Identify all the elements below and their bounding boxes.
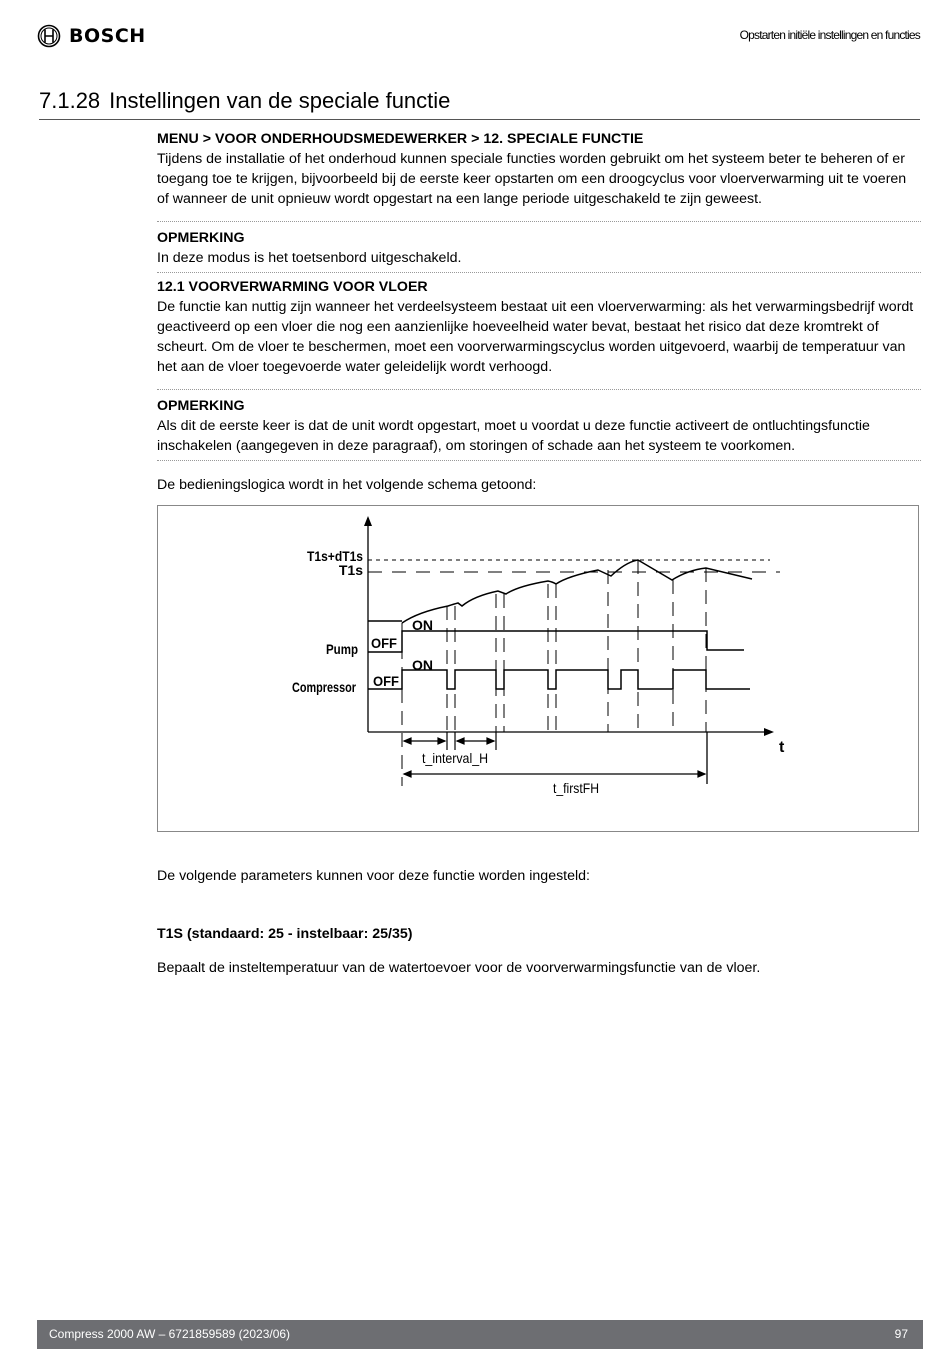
- note-heading: OPMERKING: [157, 398, 245, 414]
- label-interval: t_interval_H: [422, 750, 488, 766]
- note-text: Als dit de eerste keer is dat de unit wordt opgestart, moet u voordat u deze functie activeert de ontluchtingsfunctie inschakelen (aangegeven in deze paragraaf), om storingen of schade aan het systeem te voorkomen.: [157, 418, 870, 454]
- y-axis-arrow: [364, 516, 372, 526]
- bosch-armature-icon: [37, 24, 61, 48]
- content: [157, 129, 921, 495]
- param-text: Bepaalt de insteltemperatuur van de watertoevoer voor de voorverwarmingsfunctie van de vloer.: [157, 959, 761, 976]
- section-number: 7.1.28: [39, 88, 101, 113]
- label-t1s-dt1s: T1s+dT1s: [307, 548, 364, 564]
- chapter-title: Opstarten initiële instellingen en functies: [739, 28, 920, 42]
- brand-name: BOSCH: [69, 25, 146, 47]
- param-heading: T1S (standaard: 25 - instelbaar: 25/35): [157, 925, 413, 942]
- note-text: In deze modus is het toetsenbord uitgeschakeld.: [157, 250, 462, 266]
- diagram-svg: [158, 506, 920, 833]
- section-title: [39, 88, 450, 114]
- x-axis-arrow: [764, 728, 774, 736]
- subsection-heading: 12.1 VOORVERWARMING VOOR VLOER: [157, 279, 428, 295]
- intro-text: Tijdens de installatie of het onderhoud kunnen speciale functies worden gebruikt om het systeem beter te beheren of er toegang toe te krijgen, bijvoorbeeld bij de eerste keer opstarten om een droogcyclus voor vloerverwarming uit te voeren of wanneer de unit opnieuw wordt opgestart na een lange periode uitgeschakeld te zijn geweest.: [157, 151, 907, 207]
- params-intro: De volgende parameters kunnen voor deze functie worden ingesteld:: [157, 868, 590, 885]
- footer: [37, 1320, 923, 1349]
- interval-arrows: [404, 732, 496, 750]
- label-first: t_firstFH: [553, 780, 599, 796]
- control-logic-diagram: [157, 505, 919, 832]
- title-divider: [39, 119, 920, 120]
- first-fh-arrow: [404, 771, 705, 777]
- footer-document-id: Compress 2000 AW – 6721859589 (2023/06): [49, 1327, 291, 1341]
- note-heading: OPMERKING: [157, 230, 245, 246]
- label-comp-off: OFF: [373, 673, 400, 689]
- subsection-text: De functie kan nuttig zijn wanneer het verdeelsysteem bestaat uit een vloerverwarming: als het verwarmingsbedrijf wordt geactiveerd op een vloer die nog een aanzienlijke hoeveelheid water bevat, bestaat het risico dat deze kromtrekt of scheurt. Om de vloer te beschermen, moet een voorverwarmingscyclus worden uitgevoerd, waarbij de temperatuur van het aan de vloer toegevoerde water geleidelijk wordt verhoogd.: [157, 299, 914, 375]
- label-comp-on: ON: [412, 657, 433, 673]
- section-heading: Instellingen van de speciale functie: [109, 88, 451, 113]
- parameters-section: [157, 852, 921, 992]
- label-pump-on: ON: [412, 617, 433, 633]
- label-pump-off: OFF: [371, 635, 398, 651]
- menu-path: MENU > VOOR ONDERHOUDSMEDEWERKER > 12. SPECIALE FUNCTIE: [157, 131, 644, 147]
- diagram-intro: De bedieningslogica wordt in het volgende schema getoond:: [157, 477, 537, 493]
- label-t1s: T1s: [338, 562, 363, 578]
- label-time-axis: t: [779, 739, 785, 756]
- label-pump: Pump: [326, 641, 358, 657]
- brand: [37, 24, 146, 48]
- page-number: 97: [894, 1327, 908, 1341]
- label-compressor: Compressor: [292, 679, 357, 695]
